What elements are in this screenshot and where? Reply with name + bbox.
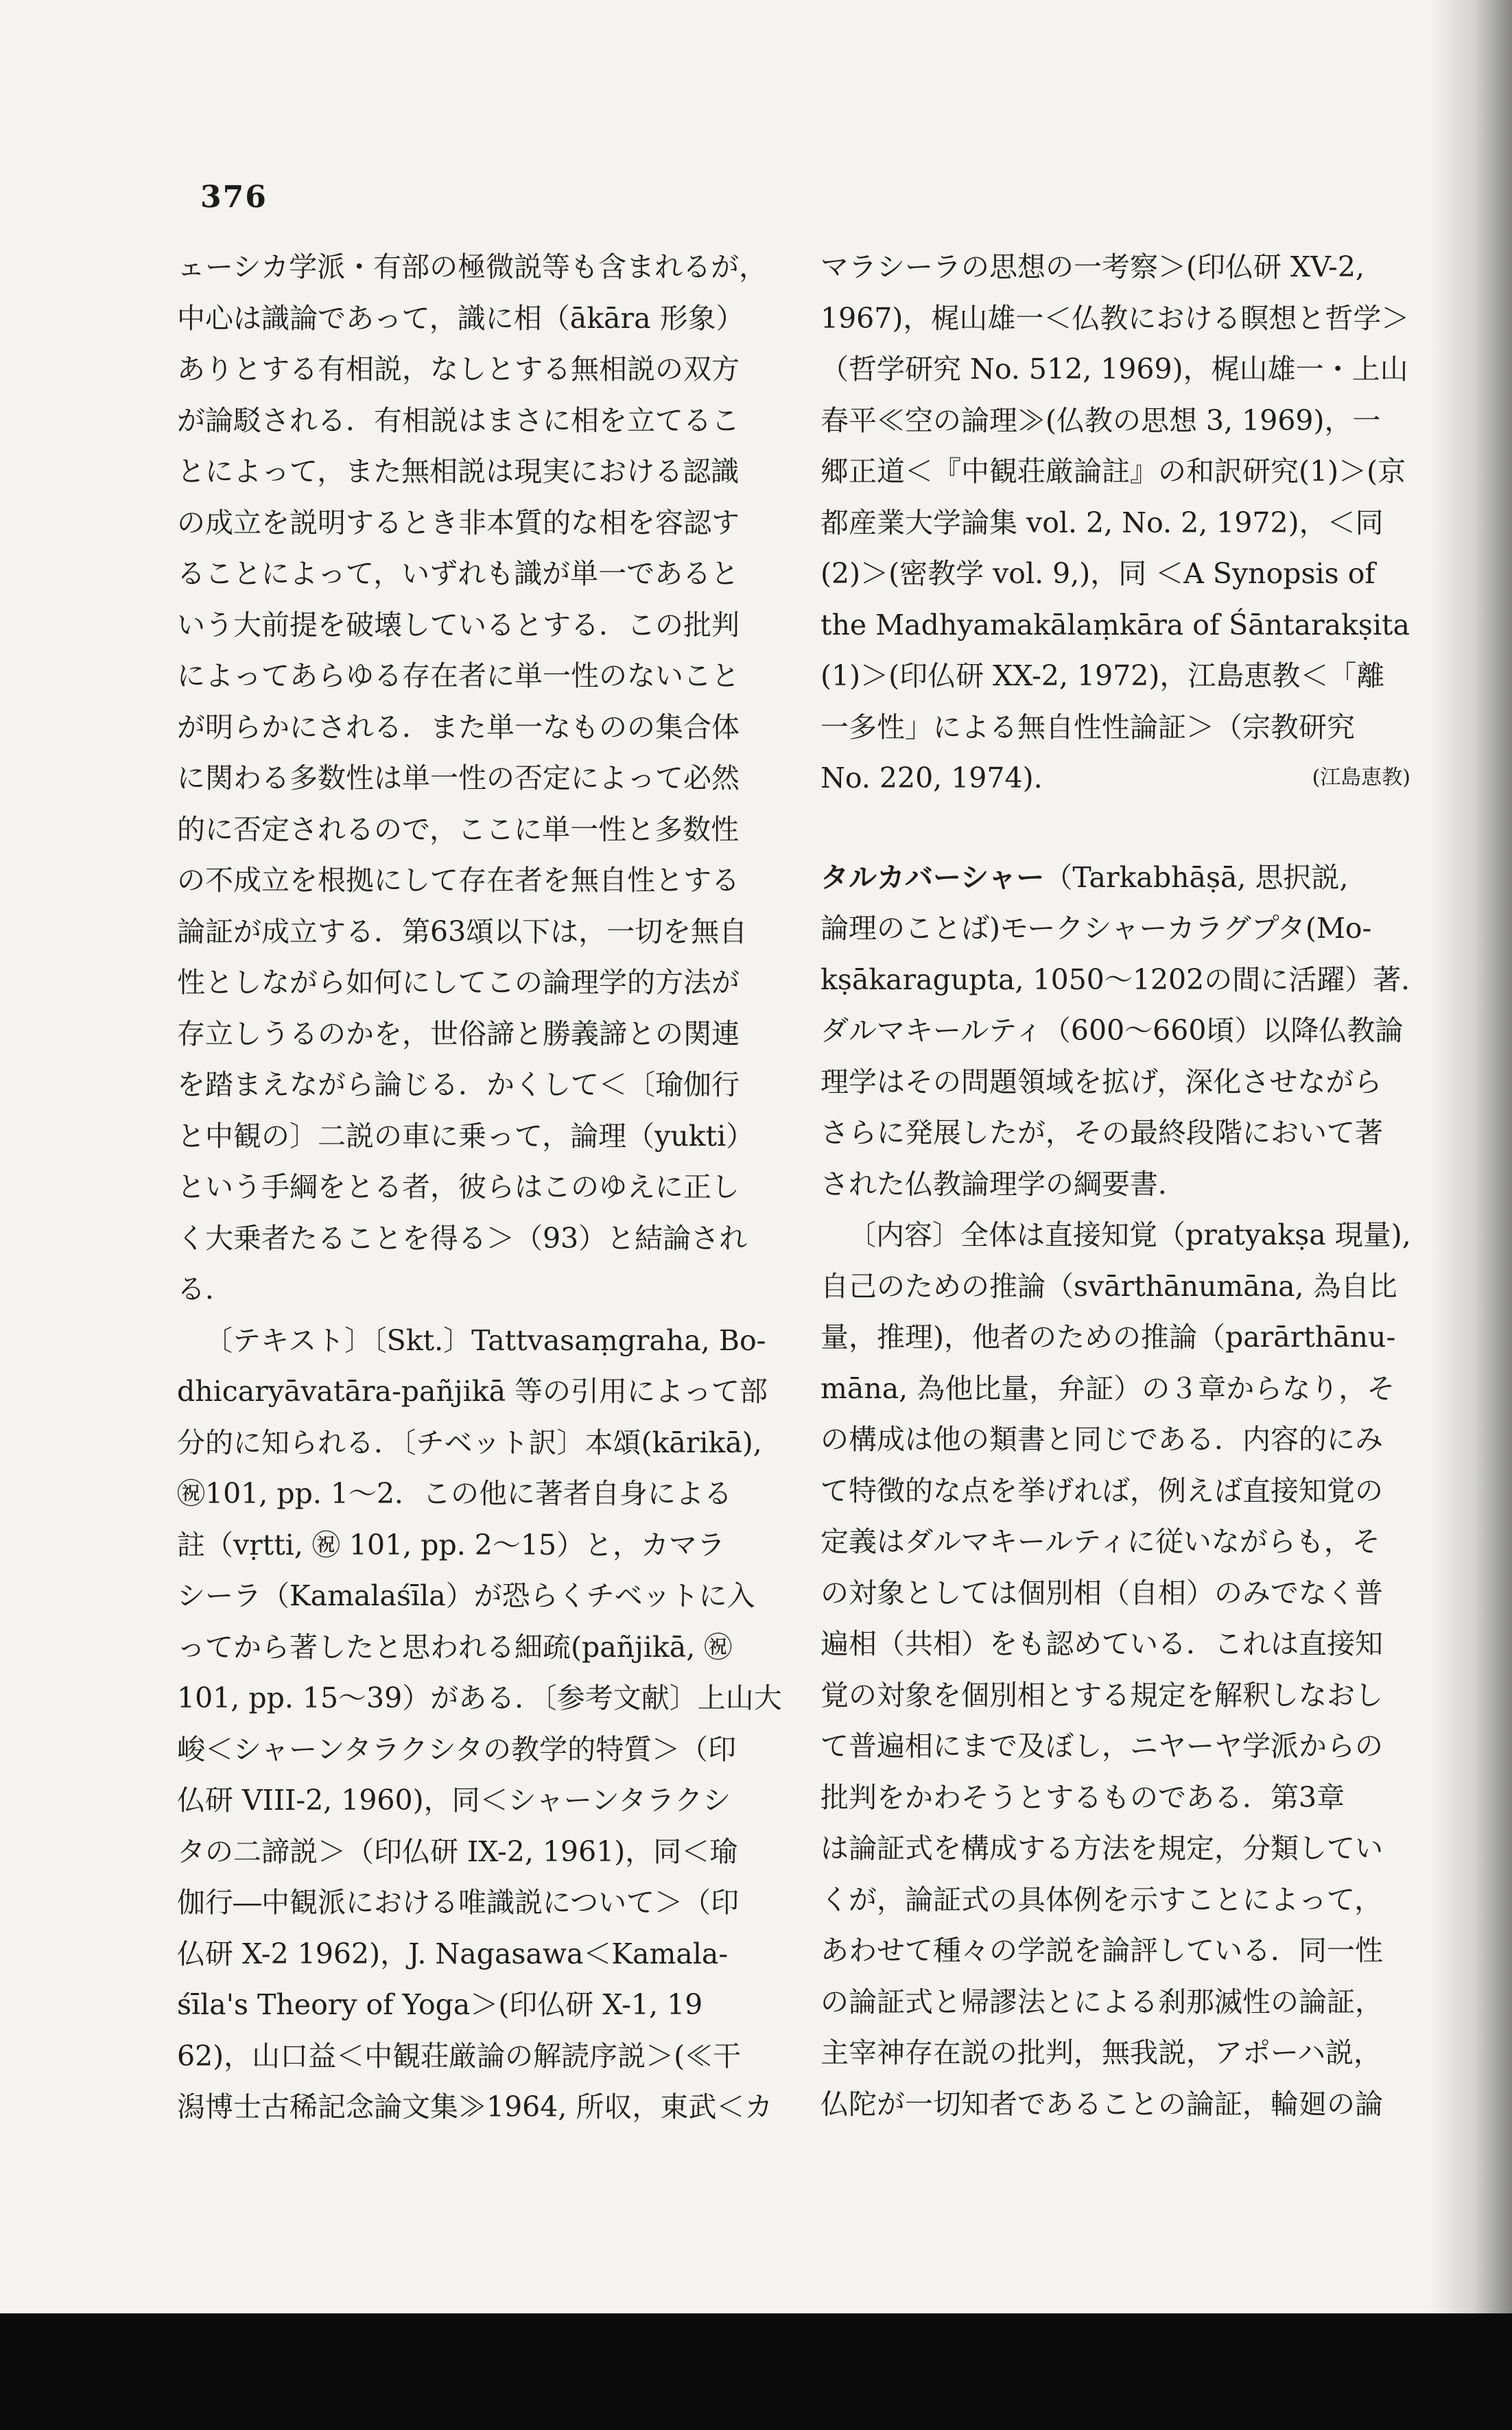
text-line: (1)＞(印仏研 XX-2, 1972)，江島恵教＜「離 <box>820 659 1385 692</box>
text-line: the Madhyamakālaṃkāra of Śāntarakṣita <box>820 608 1410 641</box>
entry-separator <box>820 804 1424 852</box>
text-line: 性としながら如何にしてこの論理学的方法が <box>177 966 740 999</box>
text-line: ダルマキールティ（600〜660頃）以降仏教論 <box>820 1014 1404 1047</box>
text-line: ありとする有相説，なしとする無相説の双方 <box>177 353 740 386</box>
entry-heading-rest: （Tarkabhāṣā, 思択説, <box>1044 860 1349 894</box>
text-line: シーラ（Kamalaśīla）が恐らくチベットに入 <box>177 1579 755 1612</box>
text-line: 62)，山口益＜中観荘厳論の解読序説＞(≪干 <box>177 2039 742 2073</box>
text-line: （哲学研究 No. 512, 1969)，梶山雄一・上山 <box>820 353 1408 386</box>
text-line: No. 220, 1974). <box>820 762 1043 794</box>
text-line: 註（vṛtti, ㊗ 101, pp. 2〜15）と，カマラ <box>177 1528 726 1561</box>
entry-heading-line <box>820 852 1424 904</box>
text-line: 101, pp. 15〜39）がある．〔参考文献〕上山大 <box>177 1682 782 1714</box>
text-line: 論理のことば)モークシャーカラグプタ(Mo- <box>820 912 1372 945</box>
text-line: 一多性」による無自性性論証＞（宗教研究 <box>820 710 1355 744</box>
text-line: ㊗101, pp. 1〜2．この他に著者自身による <box>177 1477 733 1510</box>
text-line: マラシーラの思想の一考察＞(印仏研 XV-2, <box>820 250 1365 283</box>
text-line: の不成立を根拠にして存在者を無自性とする <box>177 864 740 897</box>
text-line: によってあらゆる存在者に単一性のないこと <box>177 659 740 692</box>
text-line: の構成は他の類書と同じである．内容的にみ <box>820 1423 1383 1456</box>
text-line: て普遍相にまで及ぼし，ニヤーヤ学派からの <box>820 1730 1383 1762</box>
text-line: とによって，また無相説は現実における認識 <box>177 455 740 488</box>
text-line: の成立を説明するとき非本質的な相を容認す <box>177 506 740 539</box>
text-line: 都産業大学論集 vol. 2, No. 2, 1972)，＜同 <box>820 506 1384 539</box>
text-line: さらに発展したが，その最終段階において著 <box>820 1116 1383 1149</box>
text-line: 〔内容〕全体は直接知覚（pratyakṣa 現量), <box>848 1218 1411 1251</box>
text-line: 〔テキスト〕〔Skt.〕Tattvasaṃgraha, Bo- <box>204 1323 766 1357</box>
text-line: 的に否定されるので，ここに単一性と多数性 <box>177 812 740 846</box>
text-line: 潟博士古稀記念論文集≫1964, 所収，東武＜カ <box>177 2090 773 2123</box>
text-line: タの二諦説＞（印仏研 IX-2, 1961)，同＜瑜 <box>177 1835 738 1868</box>
text-line: 覚の対象を個別相とする規定を解釈しなおし <box>820 1678 1383 1712</box>
text-line: 峻＜シャーンタラクシタの教学的特質＞（印 <box>177 1732 737 1766</box>
text-line: ってから著したと思われる細疏(pañjikā, ㊗ <box>177 1630 733 1664</box>
text-line: ェーシカ学派・有部の極微説等も含まれるが， <box>177 250 768 283</box>
text-line: 仏研 X-2 1962)，J. Nagasawa＜Kamala- <box>177 1937 729 1970</box>
text-line: 春平≪空の論理≫(仏教の思想 3, 1969)，一 <box>820 403 1381 437</box>
text-line: 論証が成立する．第63頌以下は，一切を無自 <box>177 915 748 948</box>
text-line: 郷正道＜『中観荘厳論註』の和訳研究(1)＞(京 <box>820 455 1406 488</box>
text-line: dhicaryāvatāra-pañjikā 等の引用によって部 <box>177 1375 768 1408</box>
text-line: く大乗者たることを得る＞（93）と結論され <box>177 1221 748 1255</box>
text-line: が明らかにされる．また単一なものの集合体 <box>177 710 740 744</box>
text-line: 遍相（共相）をも認めている．これは直接知 <box>820 1627 1383 1660</box>
text-line: 分的に知られる．〔チベット訳〕本頌(kārikā), <box>177 1426 762 1459</box>
text-line: に関わる多数性は単一性の否定によって必然 <box>177 762 740 794</box>
text-line: の論証式と帰謬法とによる刹那滅性の論証， <box>820 1985 1383 2018</box>
text-line: māna, 為他比量，弁証）の３章からなり，そ <box>820 1371 1395 1405</box>
scan-bottom-border <box>0 2313 1512 2430</box>
text-line: を踏まえながら論じる．かくして＜〔瑜伽行 <box>177 1068 740 1101</box>
text-line: 理学はその問題領域を拡げ，深化させながら <box>820 1065 1382 1098</box>
text-line: 1967)，梶山雄一＜仏教における瞑想と哲学＞ <box>820 301 1410 335</box>
page-number: 376 <box>200 180 268 215</box>
text-line: 中心は識論であって，識に相（ākāra 形象） <box>177 301 744 335</box>
text-line: て特徴的な点を挙げれば，例えば直接知覚の <box>820 1474 1383 1507</box>
text-line: 自己のための推論（svārthānumāna, 為自比 <box>820 1269 1397 1303</box>
text-line: śīla's Theory of Yoga＞(印仏研 X-1, 19 <box>177 1988 703 2021</box>
text-line: 批判をかわそうとするものである．第3章 <box>820 1780 1345 1814</box>
author-signature: (江島恵教) <box>1312 766 1410 790</box>
text-line: という手綱をとる者，彼らはこのゆえに正し <box>177 1170 740 1203</box>
text-line: 伽行―中観派における唯識説について＞（印 <box>177 1886 740 1919</box>
text-line: の対象としては個別相（自相）のみでなく普 <box>820 1576 1383 1609</box>
text-line: kṣākaragupta, 1050〜1202の間に活躍）著． <box>820 963 1430 996</box>
text-line: (2)＞(密教学 vol. 9,)，同 ＜A Synopsis of <box>820 557 1375 590</box>
entry-headword: タルカバーシャー <box>820 860 1045 894</box>
text-line: 存立しうるのかを，世俗諦と勝義諦との関連 <box>177 1017 740 1050</box>
text-line: と中観の〕二説の車に乗って，論理（yukti） <box>177 1119 755 1153</box>
right-column <box>820 241 1430 2130</box>
left-column <box>177 241 781 2133</box>
text-line: 量，推理)，他者のための推論（parārthānu- <box>820 1321 1396 1354</box>
text-line: された仏教論理学の綱要書． <box>820 1167 1186 1201</box>
text-line: いう大前提を破壊しているとする．この批判 <box>177 608 740 641</box>
text-line: 仏陀が一切知者であることの論証，輪廻の論 <box>820 2087 1383 2121</box>
text-line: 仏研 VIII-2, 1960)，同＜シャーンタラクシ <box>177 1784 731 1817</box>
text-line: が論駁される．有相説はまさに相を立てるこ <box>177 403 740 437</box>
text-line: は論証式を構成する方法を規定，分類してい <box>820 1832 1383 1865</box>
text-line: る． <box>177 1273 233 1306</box>
scan-edge-shadow <box>1430 0 1512 2319</box>
text-line: 主宰神存在説の批判，無我説，アポーハ説， <box>820 2036 1382 2069</box>
text-line: くが，論証式の具体例を示すことによって， <box>820 1883 1383 1916</box>
text-line: あわせて種々の学説を論評している．同一性 <box>820 1934 1383 1967</box>
text-line: 定義はダルマキールティに従いながらも，そ <box>820 1525 1380 1558</box>
text-line: ることによって，いずれも識が単一であると <box>177 557 740 590</box>
